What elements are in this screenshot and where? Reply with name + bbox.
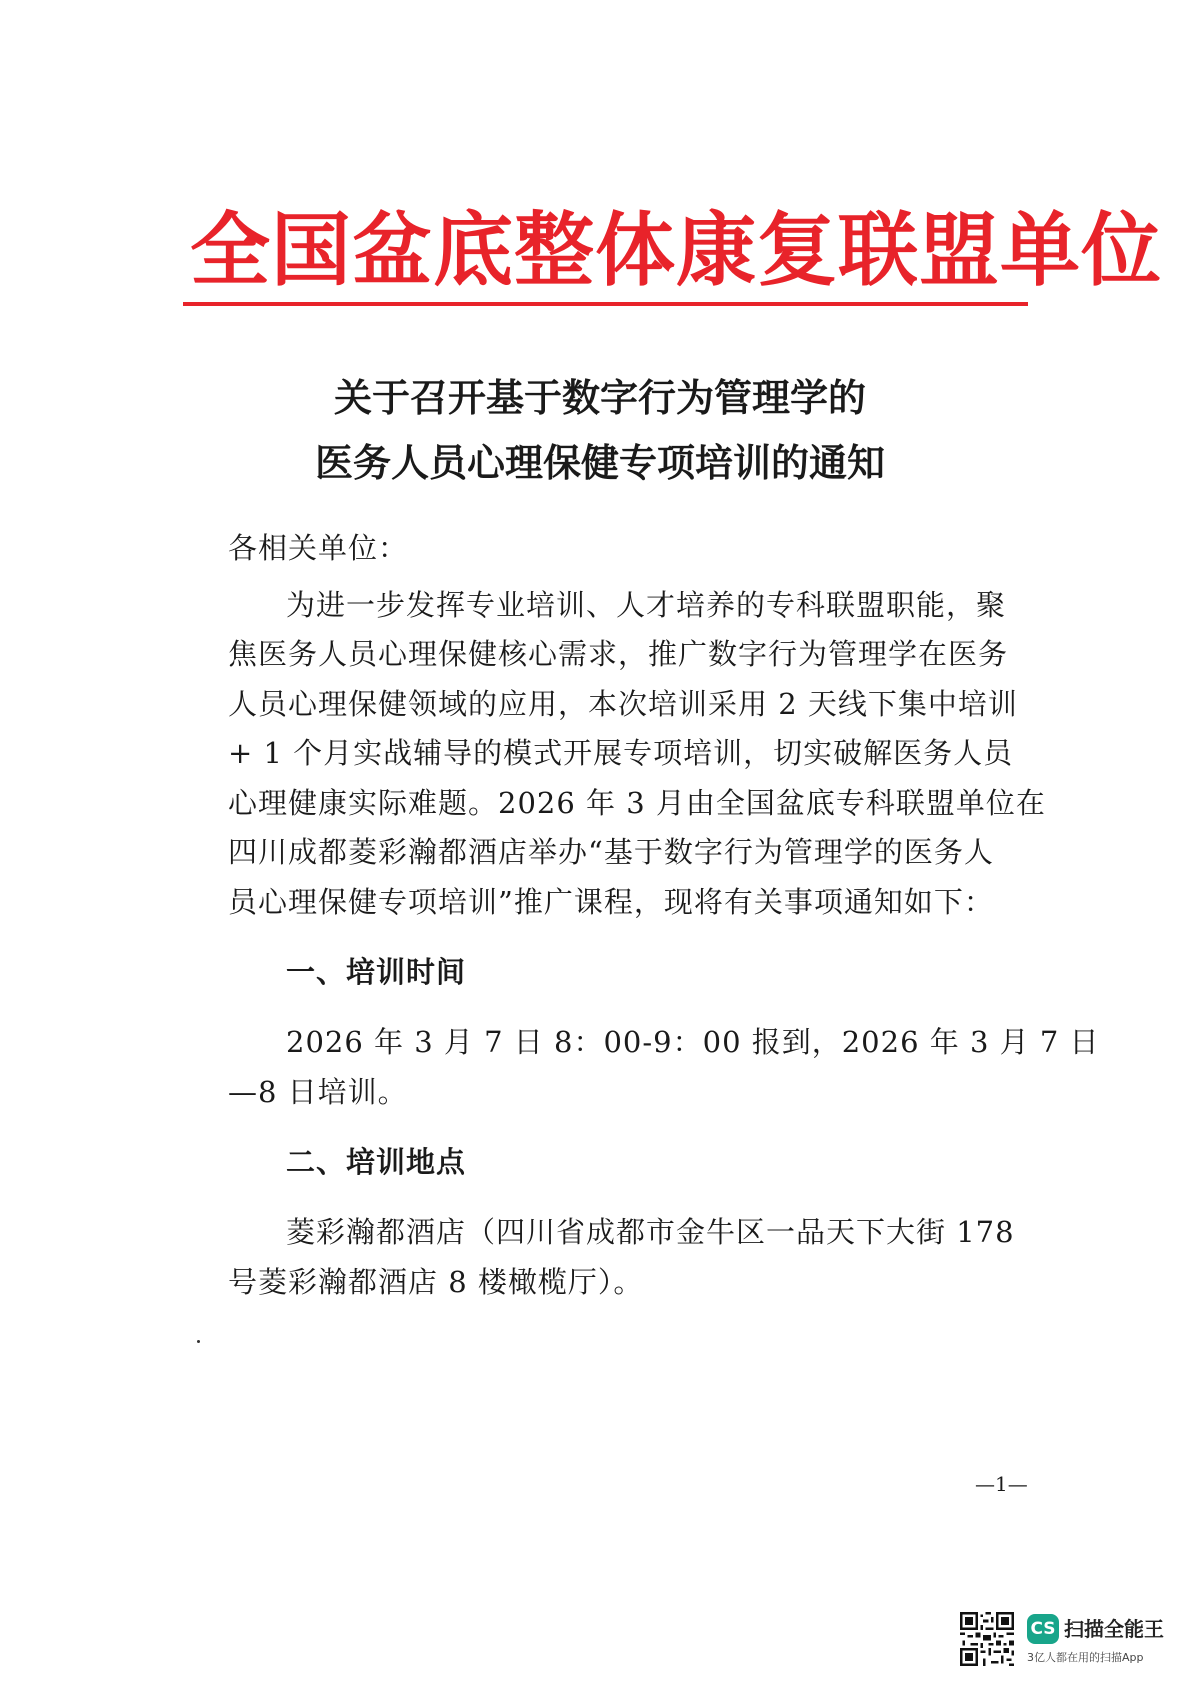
section-line: 2026 年 3 月 7 日 8：00-9：00 报到，2026 年 3 月 7 日 — [286, 1025, 1100, 1059]
intro-line: + 1 个月实战辅导的模式开展专项培训，切实破解医务人员 — [228, 736, 1014, 770]
section-line: —8 日培训。 — [228, 1075, 408, 1109]
qr-code-icon — [960, 1612, 1014, 1666]
section-line: 号菱彩瀚都酒店 8 楼橄榄厅）。 — [228, 1265, 644, 1299]
intro-line: 四川成都菱彩瀚都酒店举办“基于数字行为管理学的医务人 — [228, 835, 994, 869]
org-letterhead: 全国盆底整体康复联盟单位 — [190, 203, 1162, 297]
intro-line: 为进一步发挥专业培训、人才培养的专科联盟职能，聚 — [286, 588, 1007, 622]
scan-speck — [197, 1340, 200, 1343]
intro-line: 员心理保健专项培训”推广课程，现将有关事项通知如下： — [228, 885, 994, 919]
letterhead-red-rule — [183, 302, 1028, 306]
camscanner-logo: CS — [1027, 1614, 1059, 1644]
salutation: 各相关单位： — [228, 531, 409, 565]
section-heading-training-location: 二、培训地点 — [286, 1145, 467, 1179]
page-number: —1— — [975, 1472, 1028, 1496]
document-title-line-2: 医务人员心理保健专项培训的通知 — [314, 440, 885, 485]
document-title-line-1: 关于召开基于数字行为管理学的 — [333, 375, 866, 420]
camscanner-app-name: 扫描全能王 — [1064, 1617, 1164, 1641]
section-line: 菱彩瀚都酒店（四川省成都市金牛区一品天下大街 178 — [286, 1215, 1015, 1249]
section-heading-training-time: 一、培训时间 — [286, 955, 467, 989]
intro-line: 焦医务人员心理保健核心需求，推广数字行为管理学在医务 — [228, 637, 1009, 671]
intro-line: 人员心理保健领域的应用，本次培训采用 2 天线下集中培训 — [228, 687, 1018, 721]
intro-line: 心理健康实际难题。2026 年 3 月由全国盆底专科联盟单位在 — [228, 786, 1046, 820]
camscanner-tagline: 3亿人都在用的扫描App — [1027, 1651, 1144, 1664]
